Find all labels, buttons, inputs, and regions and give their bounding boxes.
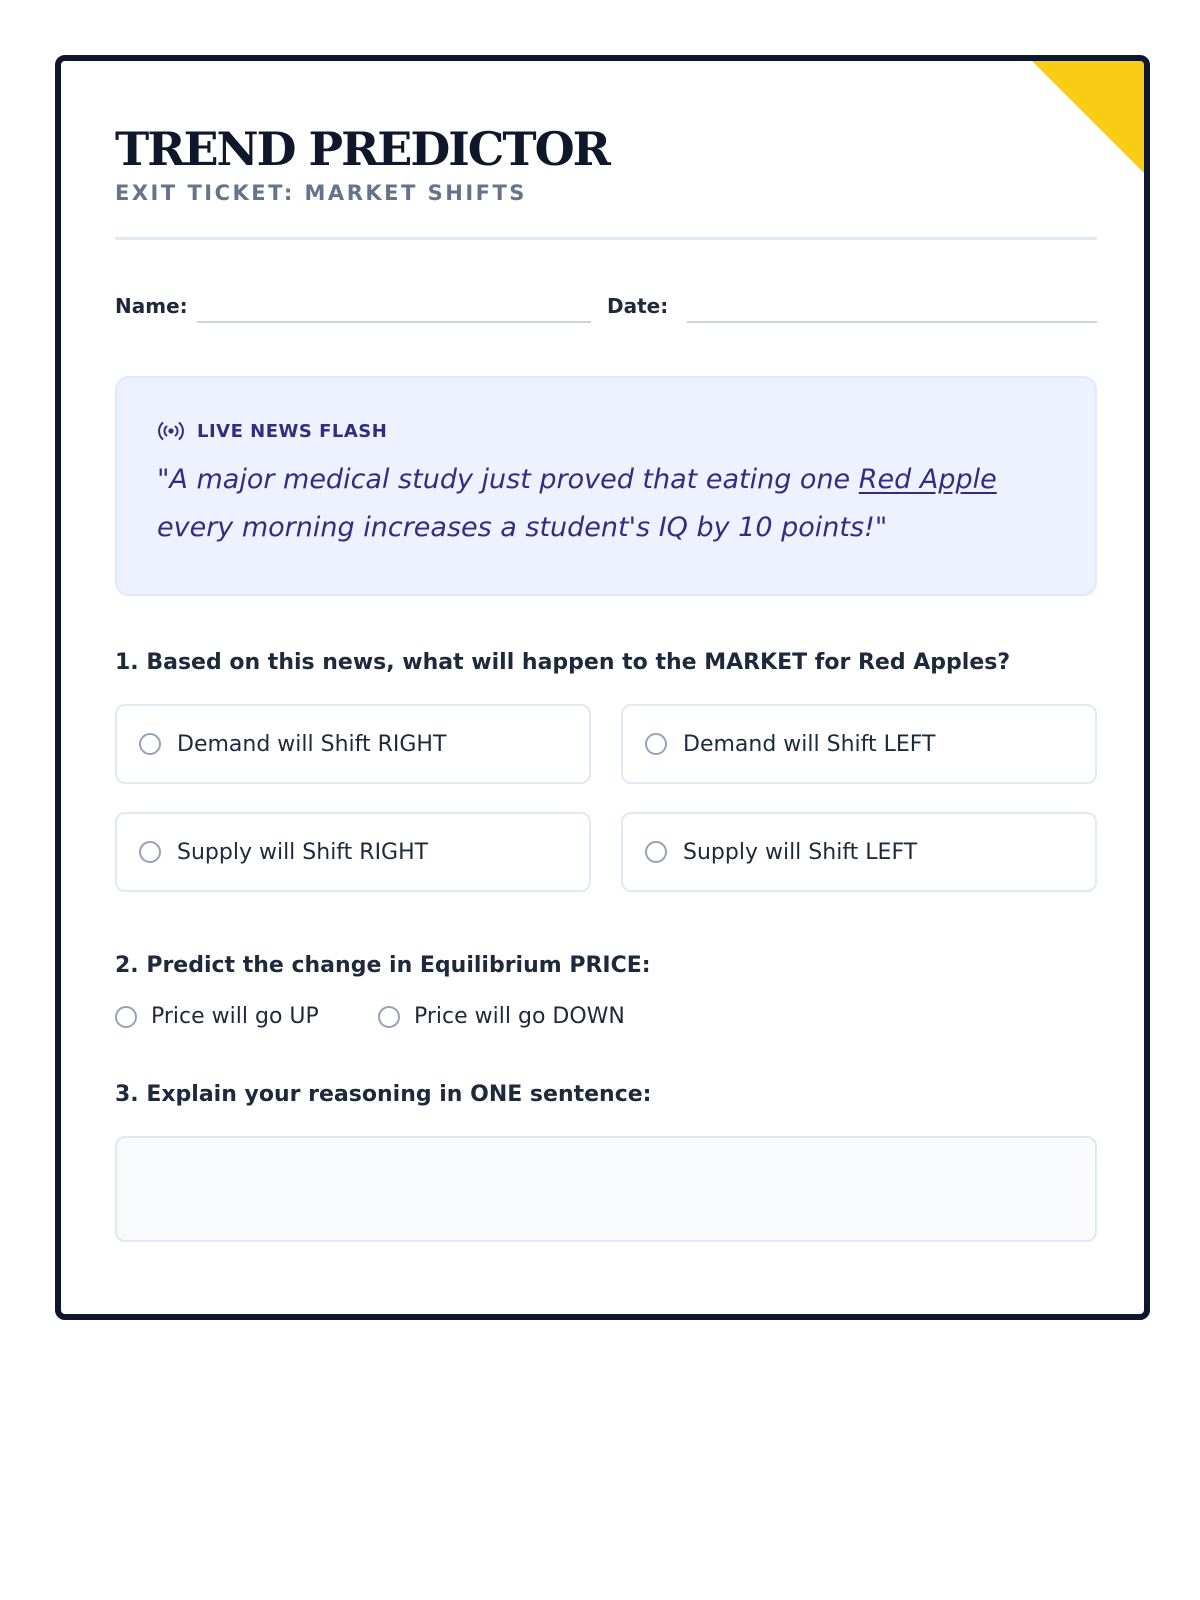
header-divider [115, 237, 1097, 240]
option-label: Supply will Shift RIGHT [177, 839, 429, 865]
option-label: Supply will Shift LEFT [683, 839, 918, 865]
page-subtitle: EXIT TICKET: MARKET SHIFTS [115, 181, 527, 205]
option-price-down[interactable] [378, 1004, 625, 1029]
question-2: 2. Predict the change in Equilibrium PRICE: [115, 953, 651, 978]
news-flash-box [115, 376, 1097, 596]
option-supply-right[interactable] [115, 812, 591, 892]
news-quote-start: "A major medical study just proved that eating one [157, 464, 859, 495]
news-flash-label: LIVE NEWS FLASH [197, 420, 388, 442]
option-demand-right[interactable] [115, 704, 591, 784]
option-label: Demand will Shift LEFT [683, 731, 936, 757]
option-supply-left[interactable] [621, 812, 1097, 892]
question-3: 3. Explain your reasoning in ONE sentence: [115, 1082, 652, 1107]
news-quote [157, 456, 1057, 552]
date-label: Date: [607, 294, 669, 318]
option-label: Demand will Shift RIGHT [177, 731, 447, 757]
page-title: TREND PREDICTOR [115, 122, 609, 176]
radio-icon[interactable] [378, 1006, 400, 1028]
radio-icon[interactable] [139, 841, 161, 863]
radio-icon[interactable] [115, 1006, 137, 1028]
reasoning-answer-box[interactable] [115, 1136, 1097, 1242]
name-date-row [115, 293, 1097, 333]
radio-icon[interactable] [645, 733, 667, 755]
name-label: Name: [115, 294, 188, 318]
corner-accent [1032, 61, 1144, 173]
news-quote-end: every morning increases a student's IQ by 10 points!" [157, 512, 888, 543]
option-demand-left[interactable] [621, 704, 1097, 784]
option-price-up[interactable] [115, 1004, 319, 1029]
radio-icon[interactable] [645, 841, 667, 863]
question-1: 1. Based on this news, what will happen to the MARKET for Red Apples? [115, 650, 1011, 675]
radio-icon[interactable] [139, 733, 161, 755]
broadcast-icon [157, 420, 185, 442]
news-flash-header [157, 420, 387, 442]
exit-ticket-card [55, 55, 1150, 1320]
news-quote-highlight: Red Apple [858, 464, 997, 495]
option-label: Price will go UP [151, 1004, 319, 1029]
name-field[interactable] [197, 321, 591, 323]
date-field[interactable] [687, 321, 1097, 323]
option-label: Price will go DOWN [414, 1004, 625, 1029]
